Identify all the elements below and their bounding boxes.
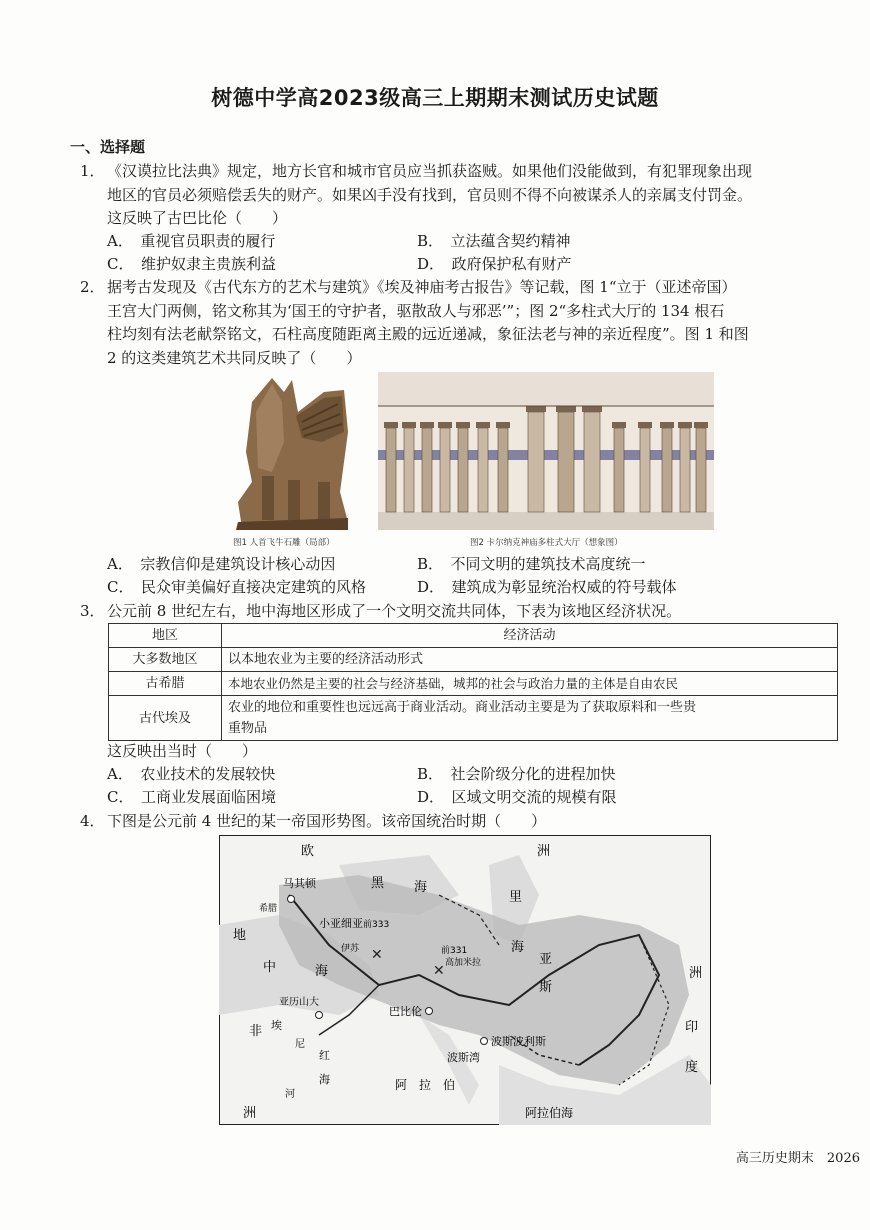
table-cell-region: 古代埃及 <box>109 696 222 741</box>
map-label: 非 <box>249 1024 263 1039</box>
map-label: 洲 <box>537 844 551 859</box>
q2-options <box>107 553 807 599</box>
column-capital <box>526 406 546 412</box>
map-label: 高加米拉 <box>445 958 482 968</box>
question-line: 这反映出当时（ ） <box>107 742 258 760</box>
hall-column <box>680 428 690 512</box>
map-label: 阿拉伯海 <box>525 1106 574 1120</box>
option-d[interactable]: D． 建筑成为彰显统治权威的符号载体 <box>417 578 677 596</box>
question-3-stem <box>80 740 840 764</box>
column-capital <box>476 422 490 428</box>
table-header-row <box>109 624 838 648</box>
table-cell-activity <box>222 696 838 741</box>
page-footer: 高三历史期末 2026 <box>735 1151 860 1166</box>
column-capital <box>384 422 398 428</box>
hall-column <box>386 428 396 512</box>
option-d[interactable]: D． 政府保护私有财产 <box>417 255 572 273</box>
option-b[interactable]: B． 不同文明的建筑技术高度统一 <box>417 555 646 573</box>
question-line: 这反映了古巴比伦（ ） <box>107 209 288 227</box>
map-label: 洲 <box>689 966 703 981</box>
map-label: 黑 <box>371 876 385 891</box>
table-row <box>109 648 838 672</box>
map-label: 亚历山大 <box>279 997 319 1008</box>
figure-2-hypostyle-hall-image <box>378 372 714 530</box>
column-capital <box>556 406 576 412</box>
hall-column <box>458 428 468 512</box>
option-a[interactable]: A． 宗教信仰是建筑设计核心动因 <box>107 555 336 573</box>
table-cell-line: 农业的地位和重要性也远远高于商业活动。商业活动主要是为了获取原料和一些贵 <box>228 700 697 715</box>
question-line: 《汉谟拉比法典》规定，地方长官和城市官员应当抓获盗贼。如果他们没能做到，有犯罪现象出现 <box>107 162 753 180</box>
hall-column <box>498 428 508 512</box>
table-cell-activity: 本地农业仍然是主要的社会与经济基础，城邦的社会与政治力量的主体是自由农民 <box>222 672 838 696</box>
map-label: 尼 <box>295 1039 305 1050</box>
option-c[interactable]: C． 民众审美偏好直接决定建筑的风格 <box>107 578 366 596</box>
section-heading: 一、选择题 <box>70 138 146 156</box>
map-label: 海 <box>414 880 428 895</box>
hall-column <box>584 412 600 512</box>
map-label: 红 <box>319 1049 330 1062</box>
hall-column <box>558 412 574 512</box>
table-cell-line: 重物品 <box>228 721 268 736</box>
hall-column <box>662 428 672 512</box>
map-label: 前331 <box>441 946 468 956</box>
question-number: 1． <box>80 162 105 180</box>
svg-text:✕: ✕ <box>371 947 383 963</box>
map-label: 洲 <box>243 1106 257 1121</box>
map-label: 欧 <box>301 844 315 859</box>
map-label: 河 <box>285 1089 295 1100</box>
map-label: 阿 拉 伯 <box>395 1078 456 1092</box>
option-a[interactable]: A． 重视官员职责的履行 <box>107 232 276 250</box>
hall-column <box>404 428 414 512</box>
map-label: 度 <box>685 1060 699 1075</box>
question-number: 3． <box>80 602 105 620</box>
question-1 <box>80 160 840 231</box>
figure-1-caption: 图1 人首飞牛石雕（局部） <box>233 538 335 548</box>
option-a[interactable]: A． 农业技术的发展较快 <box>107 765 276 783</box>
option-c[interactable]: C． 工商业发展面临困境 <box>107 788 276 806</box>
map-label: 亚 <box>539 952 553 967</box>
map-label: 海 <box>511 940 525 955</box>
map-label: 海 <box>315 964 329 979</box>
map-label: 波斯波利斯 <box>491 1035 546 1048</box>
question-line: 据考古发现及《古代东方的艺术与建筑》《埃及神庙考古报告》等记载，图 1“立于（亚述帝国） <box>107 278 737 296</box>
map-label: 前333 <box>363 920 390 930</box>
question-number: 2． <box>80 278 105 296</box>
question-line: 王宫大门两侧，铭文称其为‘国王的守护者，驱散敌人与邪恶’”；图 2“多柱式大厅的 134 根石 <box>107 301 725 320</box>
economy-table <box>108 623 838 741</box>
table-cell-region: 古希腊 <box>109 672 222 696</box>
question-line: 下图是公元前 4 世纪的某一帝国形势图。该帝国统治时期（ ） <box>107 812 547 830</box>
column-capital <box>678 422 692 428</box>
hall-column <box>440 428 450 512</box>
map-label: 地 <box>233 928 247 943</box>
map-label: 里 <box>509 890 523 905</box>
question-line: 地区的官员必须赔偿丢失的财产。如果凶手没有找到，官员则不得不向被谋杀人的亲属支付罚金。 <box>107 185 753 204</box>
map-label: 中 <box>263 960 277 975</box>
map-label: 埃 <box>271 1019 282 1032</box>
column-capital <box>612 422 626 428</box>
table-header-region: 地区 <box>109 624 222 648</box>
column-capital <box>694 422 708 428</box>
question-number: 4． <box>80 812 105 830</box>
hall-column <box>614 428 624 512</box>
map-label: 马其顿 <box>283 877 316 890</box>
map-label: 巴比伦 <box>389 1005 422 1018</box>
question-line: 2 的这类建筑艺术共同反映了（ ） <box>107 348 362 367</box>
map-label: 希腊 <box>259 904 278 914</box>
column-capital <box>420 422 434 428</box>
figure-1-lamassu-image <box>232 372 352 530</box>
map-label: 波斯湾 <box>447 1051 480 1064</box>
table-cell-activity: 以本地农业为主要的经济活动形式 <box>222 648 838 672</box>
option-c[interactable]: C． 维护奴隶主贵族利益 <box>107 255 276 273</box>
column-capital <box>456 422 470 428</box>
hall-column <box>528 412 544 512</box>
map-label: 斯 <box>539 980 553 995</box>
table-cell-region: 大多数地区 <box>109 648 222 672</box>
question-3 <box>80 600 840 624</box>
table-row <box>109 696 838 741</box>
column-capital <box>582 406 602 412</box>
map-label: 印 <box>685 1020 699 1035</box>
hall-column <box>640 428 650 512</box>
question-line: 柱均刻有法老献祭铭文，石柱高度随距离主殿的远近递减，象征法老与神的亲近程度”。图 1 和图 <box>107 325 749 343</box>
map-label: 海 <box>319 1073 330 1086</box>
column-capital <box>660 422 674 428</box>
map-label: 伊苏 <box>341 944 360 954</box>
question-4 <box>80 810 840 834</box>
svg-text:✕: ✕ <box>433 963 445 979</box>
q1-options <box>107 230 807 276</box>
q3-options <box>107 763 807 809</box>
option-d[interactable]: D． 区域文明交流的规模有限 <box>417 788 617 806</box>
option-b[interactable]: B． 立法蕴含契约精神 <box>417 232 571 250</box>
map-label: 小亚细亚 <box>319 917 363 930</box>
column-capital <box>496 422 510 428</box>
hall-column <box>478 428 488 512</box>
empire-map <box>219 835 711 1125</box>
hall-column <box>422 428 432 512</box>
option-b[interactable]: B． 社会阶级分化的进程加快 <box>417 765 616 783</box>
page-title: 树德中学高2023级高三上期期末测试历史试题 <box>211 86 659 110</box>
table-header-activity: 经济活动 <box>222 624 838 648</box>
column-capital <box>438 422 452 428</box>
question-line: 公元前 8 世纪左右，地中海地区形成了一个文明交流共同体，下表为该地区经济状况。 <box>107 602 682 620</box>
column-capital <box>402 422 416 428</box>
hall-column <box>696 428 706 512</box>
table-row <box>109 672 838 696</box>
question-2 <box>80 276 840 370</box>
figure-2-caption: 图2 卡尔纳克神庙多柱式大厅（想象图） <box>470 538 623 548</box>
column-capital <box>638 422 652 428</box>
